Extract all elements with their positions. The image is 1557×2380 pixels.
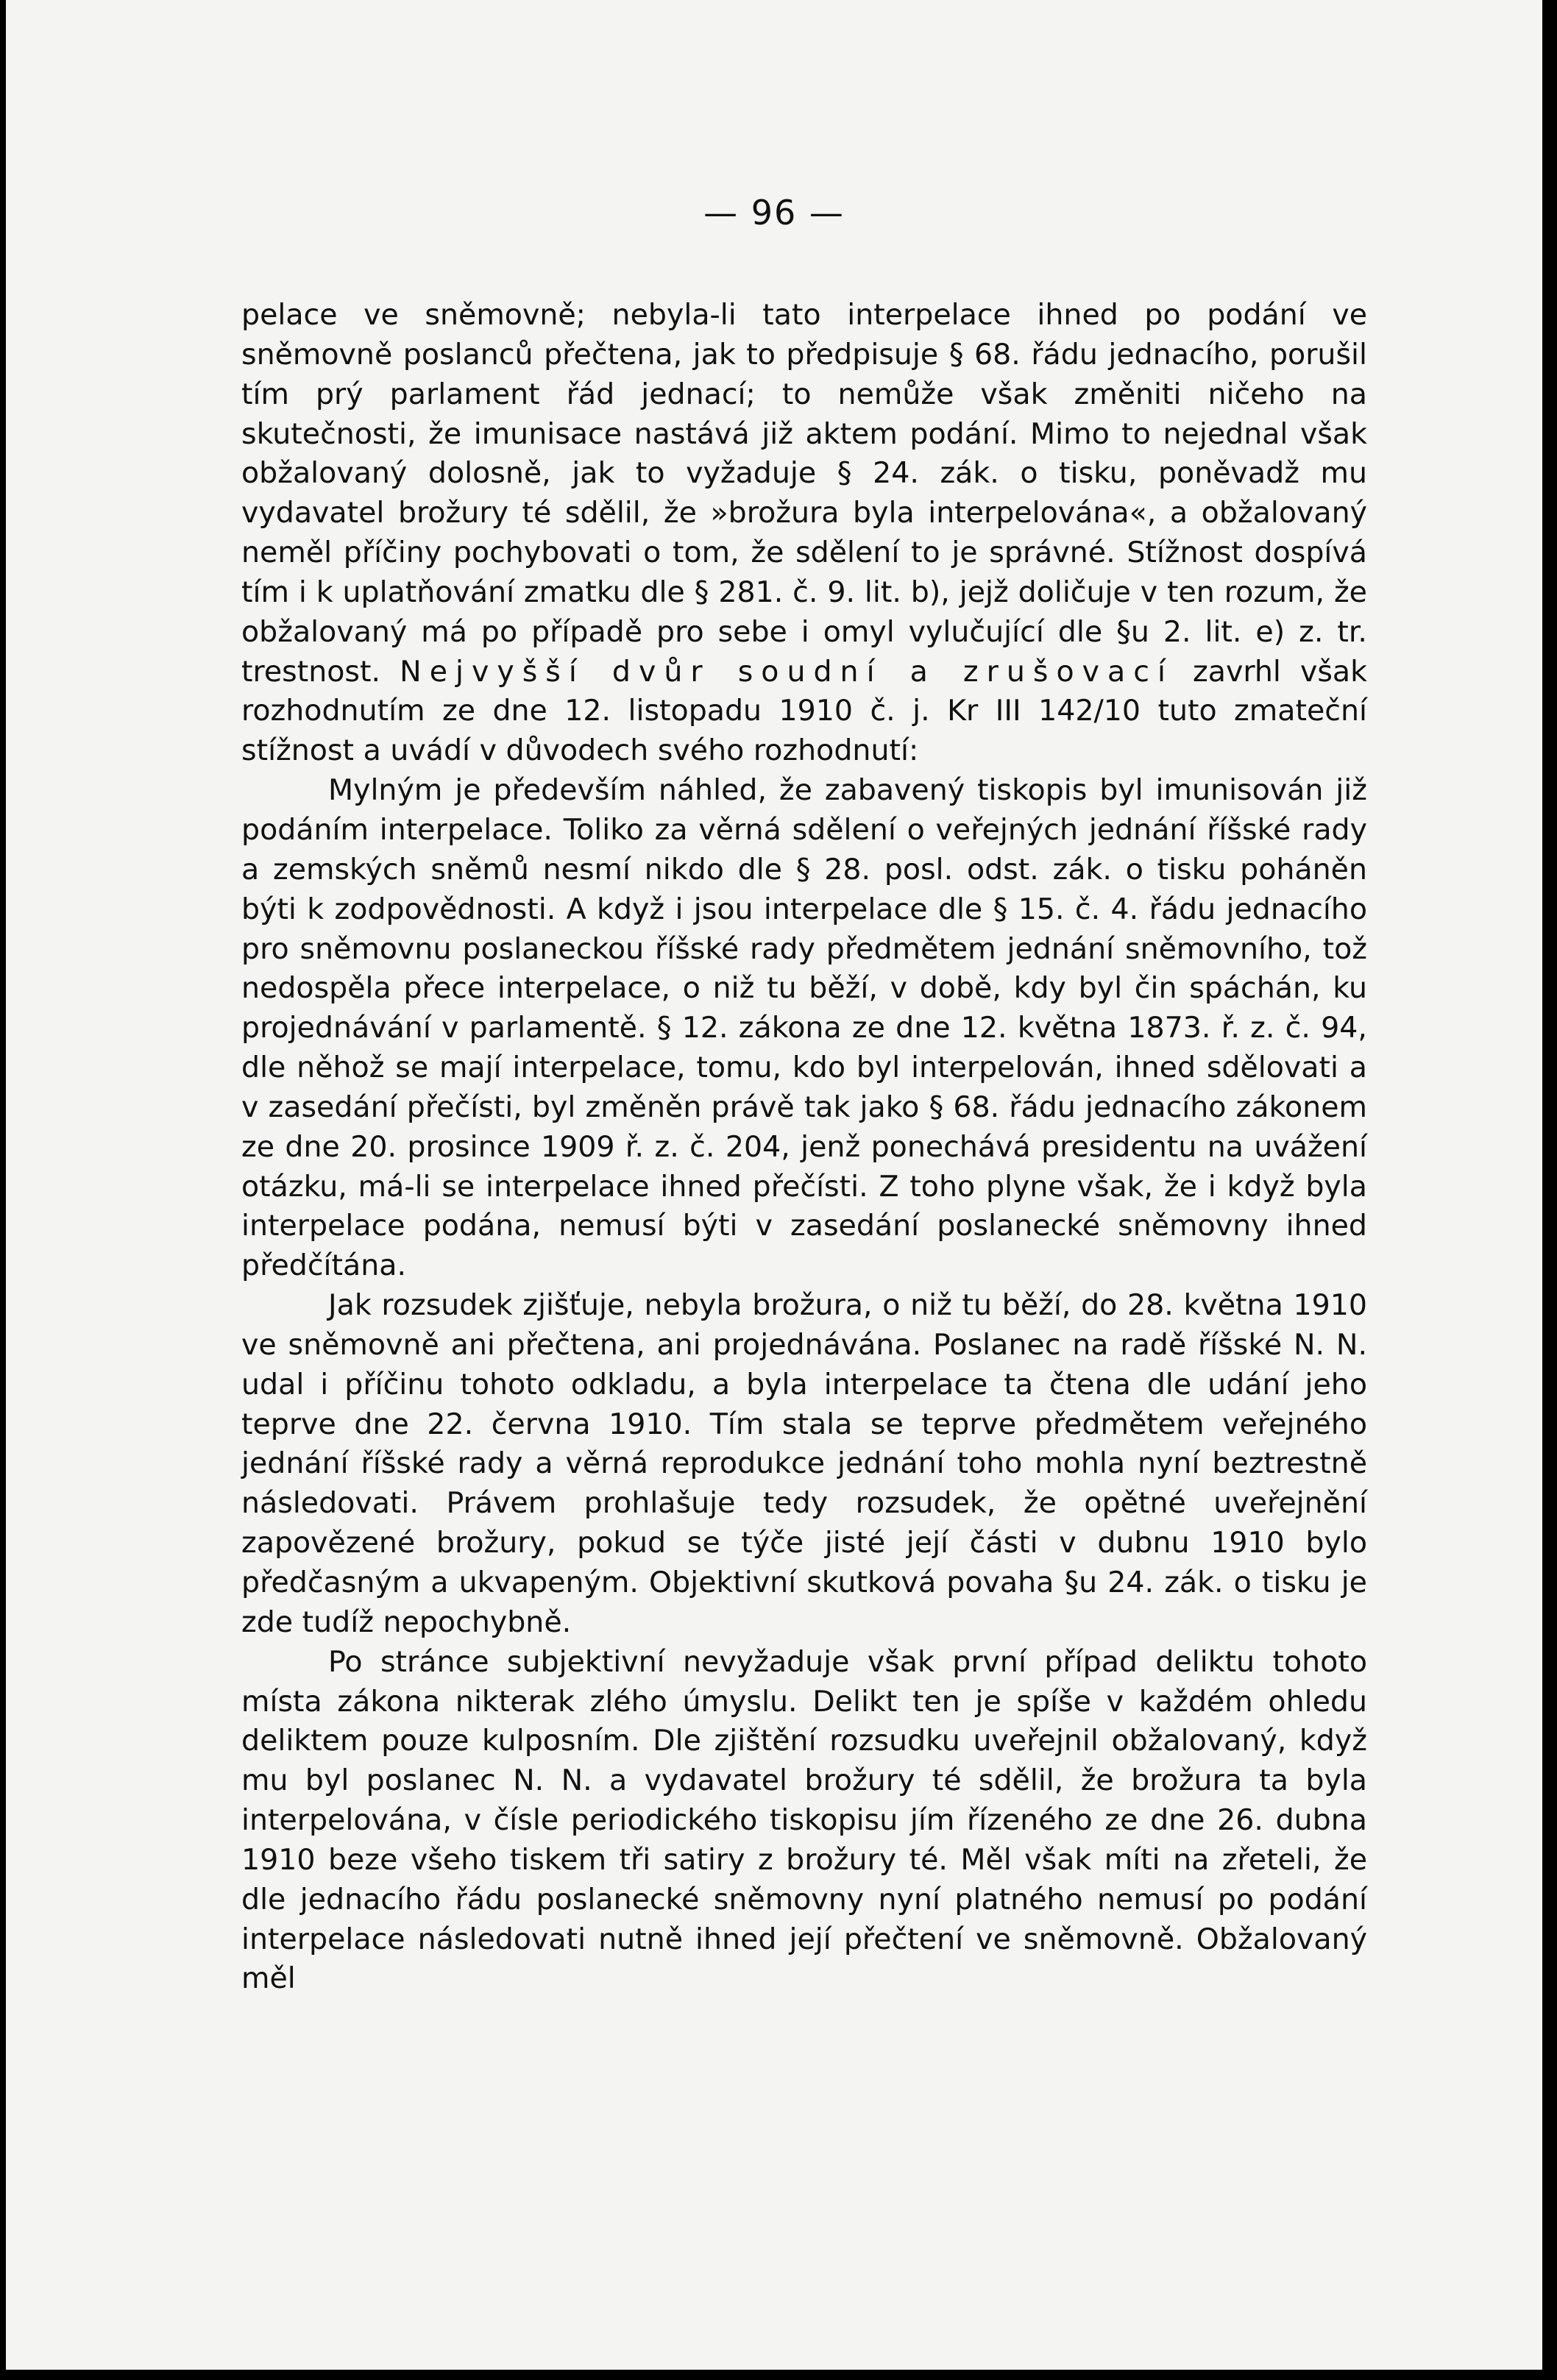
paragraph-1 — [241, 296, 1367, 771]
paragraph-1-text: pelace ve sněmovně; nebyla-li tato interpelace ihned po podání ve sněmovně poslanců přečtena, jak to předpisuje § 68. řádu jednacího, porušil tím prý parlament řád jednací; to nemůže však změniti ničeho na skutečnosti, že imunisace nastává již aktem podání. Mimo to nejednal však obžalovaný dolosně, jak to vyžaduje § 24. zák. o tisku, poněvadž mu vydavatel brožury té sdělil, že »brožura byla interpelována«, a obžalovaný neměl příčiny pochybovati o tom, že sdělení to je správné. Stížnost dospívá tím i k uplatňování zmatku dle § 281. č. 9. lit. b), jejž doličuje v ten rozum, že obžalovaný má po případě pro sebe i omyl vylučující dle §u 2. lit. e) z. tr. trestnost. — [241, 298, 1367, 689]
page-number: — 96 — — [703, 193, 845, 232]
paragraph-4: Po stránce subjektivní nevyžaduje však první případ deliktu tohoto místa zákona nikterak zlého úmyslu. Delikt ten je spíše v každém ohledu deliktem pouze kulposním. Dle zjištění rozsudku uveřejnil obžalovaný, když mu byl poslanec N. N. a vydavatel brožury té sdělil, že brožura ta byla interpelována, v čísle periodického tiskopisu jím řízeného ze dne 26. dubna 1910 beze všeho tiskem tři satiry z brožury té. Měl však míti na zřeteli, že dle jednacího řádu poslanecké sněmovny nyní platného nemusí po podání interpelace následovati nutně ihned její přečtení ve sněmovně. Obžalovaný měl — [241, 1644, 1367, 1996]
paragraph-2: Mylným je především náhled, že zabavený tiskopis byl imunisován již podáním interpelace. Toliko za věrná sdělení o veřejných jednání říšské rady a zemských sněmů nesmí nikdo dle § 28. posl. odst. zák. o tisku poháněn býti k zodpovědnosti. A když i jsou interpelace dle § 15. č. 4. řádu jednacího pro sněmovnu poslaneckou říšské rady předmětem jednání sněmovního, tož nedospěla přece interpelace, o niž tu běží, v době, kdy byl čin spáchán, ku projednávání v parlamentě. § 12. zákona ze dne 12. května 1873. ř. z. č. 94, dle něhož se mají interpelace, tomu, kdo byl interpelován, ihned sdělovati a v zasedání přečísti, byl změněn právě tak jako § 68. řádu jednacího zákonem ze dne 20. prosince 1909 ř. z. č. 204, jenž ponechává presidentu na uvážení otázku, má-li se interpelace ihned přečísti. Z toho plyne však, že i když byla interpelace podána, nemusí býti v zasedání poslanecké sněmovny ihned předčítána. — [241, 773, 1367, 1283]
court-name-spaced: Nejvyšší dvůr soudní a zrušovací — [400, 654, 1174, 689]
body-text — [241, 296, 1367, 1999]
paragraph-1-continuation: zavrhl však rozhodnutím ze dne 12. listopadu 1910 č. j. Kr III 142/10 tuto zmateční stížnost a uvádí v důvodech svého rozhodnutí: — [241, 654, 1367, 768]
book-page — [6, 0, 1542, 2370]
paragraph-3: Jak rozsudek zjišťuje, nebyla brožura, o niž tu běží, do 28. května 1910 ve sněmovně ani přečtena, ani projednávána. Poslanec na radě říšské N. N. udal i příčinu tohoto odkladu, a byla interpelace ta čtena dle udání jeho teprve dne 22. června 1910. Tím stala se teprve předmětem veřejného jednání říšské rady a věrná reprodukce jednání toho mohla nyní beztrestně následovati. Právem prohlašuje tedy rozsudek, že opětné uveřejnění zapovězené brožury, pokud se týče jisté její části v dubnu 1910 bylo předčasným a ukvapeným. Objektivní skutková povaha §u 24. zák. o tisku je zde tudíž nepochybně. — [241, 1288, 1367, 1639]
